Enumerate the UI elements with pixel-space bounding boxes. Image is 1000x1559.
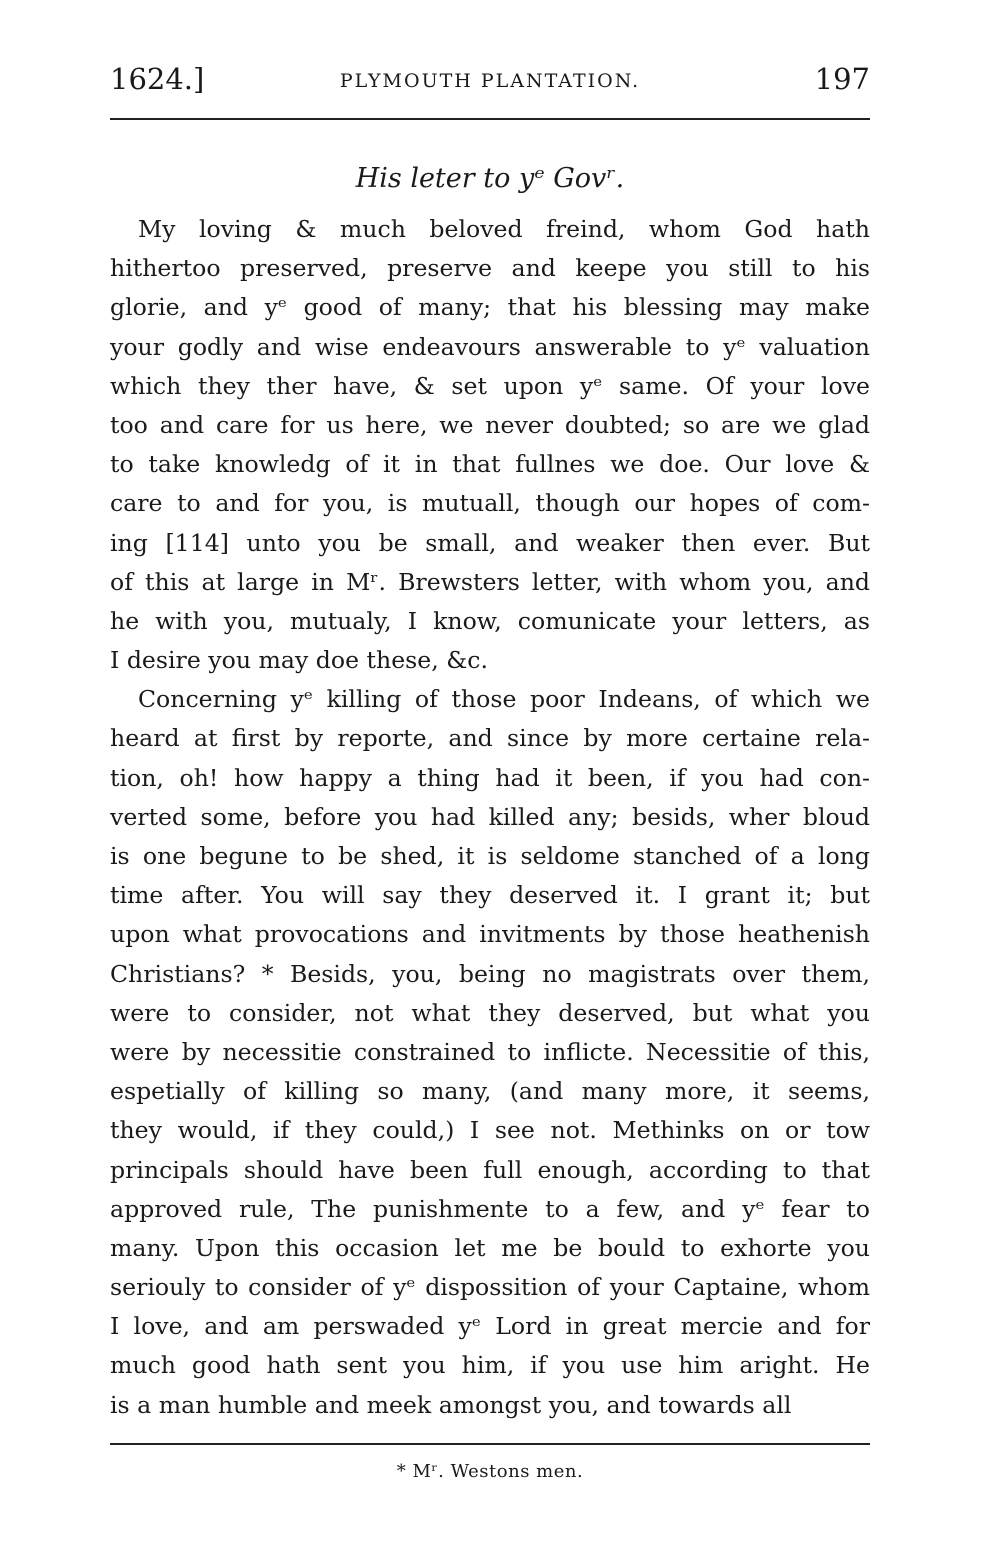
text-line: is a man humble and meek amongst you, and towards all — [110, 1390, 792, 1419]
text-line: heard at first by reporte, and since by more certaine rela- — [110, 724, 870, 753]
paragraph-first-line: Concerning yᵉ killing of those poor Indeans, of which we — [138, 685, 870, 714]
running-header — [110, 62, 870, 102]
text-line: which they ther have, & set upon yᵉ same. Of your love — [110, 371, 870, 400]
text-line: were by necessitie constrained to inflicte. Necessitie of this, — [110, 1037, 870, 1066]
text-line: he with you, mutualy, I know, comunicate your letters, as — [110, 606, 870, 635]
text-line: of this at large in Mʳ. Brewsters letter, with whom you, and — [110, 567, 870, 596]
text-line: seriouly to consider of yᵉ dispossition of your Captaine, whom — [110, 1273, 870, 1302]
footnote-rule — [110, 1443, 870, 1445]
text-line: were to consider, not what they deserved, but what you — [110, 998, 870, 1027]
text-line: many. Upon this occasion let me be bould to exhorte you — [110, 1233, 870, 1262]
text-line: too and care for us here, we never doubted; so are we glad — [110, 410, 870, 439]
text-line: principals should have been full enough, according to that — [110, 1155, 870, 1184]
text-line: ing [114] unto you be small, and weaker then ever. But — [110, 528, 870, 557]
text-line: I desire you may doe these, &c. — [110, 646, 488, 675]
page-number: 197 — [814, 62, 870, 96]
letter-heading: His leter to yᵉ Govʳ. — [355, 163, 625, 194]
text-line: hithertoo preserved, preserve and keepe you still to his — [110, 254, 870, 283]
text-line: they would, if they could,) I see not. Methinks on or tow — [110, 1116, 870, 1145]
letter-body — [110, 210, 870, 1425]
text-line: tion, oh! how happy a thing had it been, if you had con- — [110, 763, 870, 792]
text-line: is one begune to be shed, it is seldome stanched of a long — [110, 842, 870, 870]
text-line: approved rule, The punishmente to a few, and yᵉ fear to — [110, 1194, 870, 1223]
text-line: upon what provocations and invitments by those heathenish — [110, 920, 870, 949]
header-year: 1624.] — [110, 62, 205, 96]
text-line: glorie, and yᵉ good of many; that his blessing may make — [110, 293, 870, 322]
footnote: * Mʳ. Westons men. — [396, 1461, 584, 1482]
text-line: espetially of killing so many, (and many more, it seems, — [110, 1077, 870, 1106]
text-line: verted some, before you had killed any; besids, wher bloud — [110, 802, 870, 831]
text-line: your godly and wise endeavours answerable to yᵉ valuation — [110, 332, 870, 361]
text-line: to take knowledg of it in that fullnes we doe. Our love & — [110, 450, 870, 479]
text-line: care to and for you, is mutuall, though our hopes of com- — [110, 489, 870, 518]
text-line: I love, and am perswaded yᵉ Lord in great mercie and for — [110, 1312, 870, 1341]
header-rule — [110, 118, 870, 120]
text-line: time after. You will say they deserved it. I grant it; but — [110, 881, 870, 910]
text-line: much good hath sent you him, if you use him aright. He — [110, 1351, 870, 1380]
paragraph-first-line: My loving & much beloved freind, whom God hath — [138, 215, 870, 243]
header-title: PLYMOUTH PLANTATION. — [339, 70, 641, 92]
text-line: Christians? * Besids, you, being no magistrats over them, — [110, 959, 870, 988]
